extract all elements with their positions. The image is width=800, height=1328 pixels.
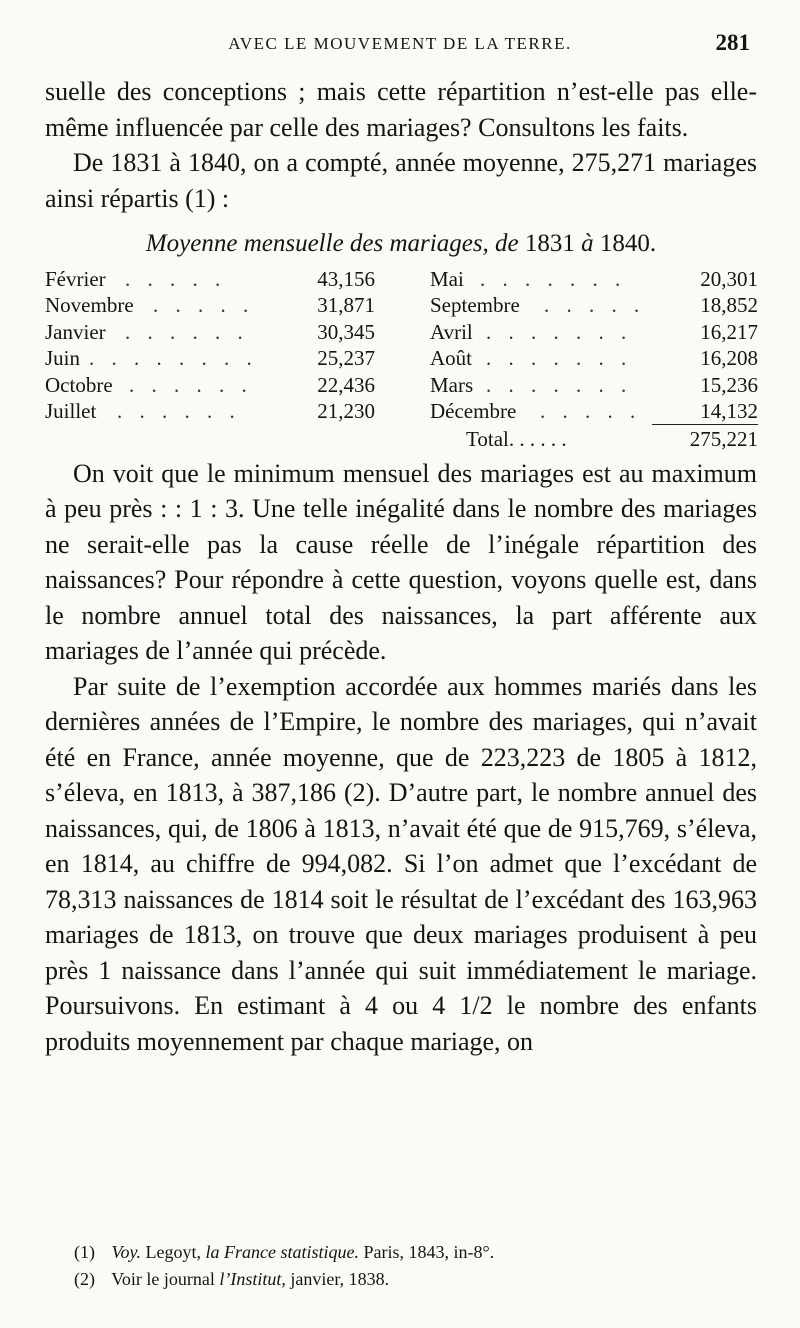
total-label: Total. . . . . . [466, 426, 567, 451]
month-value: 20,301 [700, 266, 758, 291]
footnote-1-author: Legoyt, [145, 1242, 201, 1262]
month-value: 43,156 [317, 266, 375, 291]
month-name: Juillet [45, 399, 97, 423]
month-name: Septembre [430, 293, 520, 317]
table-row [45, 292, 375, 319]
month-value: 30,345 [317, 319, 375, 344]
month-value: 16,217 [700, 319, 758, 344]
month-name: Mai [430, 266, 464, 291]
table-row [430, 372, 758, 399]
leader-dots: . . . . . [544, 293, 646, 317]
table-title [45, 226, 757, 262]
month-value: 14,132 [700, 399, 758, 423]
table-row [45, 266, 375, 293]
table-title-year-end: 1840. [599, 230, 657, 257]
footnote-1-work: la France statistique. [205, 1242, 359, 1262]
month-name: Août [430, 346, 472, 370]
month-name: Février [45, 266, 106, 291]
leader-dots: . . . . . . [129, 372, 253, 397]
table-row [45, 345, 375, 372]
table-column-right [430, 266, 758, 425]
paragraph-continuation: suelle des conceptions ; mais cette répartition n’est-elle pas elle-même influencée par celle des mariages? Consultons les faits. [45, 77, 757, 142]
total-value: 275,221 [689, 426, 758, 451]
month-name: Avril [430, 319, 473, 344]
table-row [45, 372, 375, 399]
footnote-1-voy: Voy. [111, 1242, 141, 1262]
running-head [44, 30, 756, 64]
total-rule [652, 424, 758, 425]
paragraph-marriages-intro: De 1831 à 1840, on a compté, année moyenne, 275,271 mariages ainsi répartis (1) : [45, 148, 757, 213]
table-row [430, 345, 758, 372]
month-value: 31,871 [317, 293, 375, 317]
month-value: 15,236 [700, 372, 758, 397]
table-total-row [430, 426, 758, 453]
table-title-year-start: 1831 [524, 230, 575, 257]
month-value: 16,208 [700, 346, 758, 370]
footnote-2-rest: janvier, 1838. [290, 1269, 390, 1289]
month-value: 18,852 [700, 293, 758, 317]
footnote-1-rest: Paris, 1843, in-8°. [363, 1242, 495, 1262]
leader-dots: . . . . . . . [486, 319, 633, 344]
month-value: 21,230 [317, 399, 375, 423]
month-name: Janvier [45, 319, 106, 344]
leader-dots: . . . . . [125, 266, 227, 291]
paragraph-minimum-maximum: On voit que le minimum mensuel des mariages est au maximum à peu près : : 1 : 3. Une telle inégalité dans le nombre des mariages ne serait-elle pas la cause réelle de l’inégale répartition des naissances? Pour répondre à cette question, voyons quelle est, dans le nombre annuel total des naissances, la part afférente aux mariages de l’année qui précède. [45, 458, 757, 665]
footnote-1 [74, 1239, 494, 1266]
table-row [430, 398, 758, 425]
table-title-to: à [581, 230, 594, 257]
table-column-left [45, 266, 375, 425]
footnotes [74, 1239, 494, 1293]
paragraph-exemption: Par suite de l’exemption accordée aux hommes mariés dans les dernières années de l’Empire, le nombre des mariages, qui n’avait été en France, année moyenne, que de 223,223 de 1805 à 1812, s’éleva, en 1813, à 387,186 (2). D’autre part, le nombre annuel des naissances, qui, de 1806 à 1813, n’avait été que de 915,769, s’éleva, en 1814, au chiffre de 994,082. Si l’on admet que l’excédant de 78,313 naissances de 1814 soit le résultat de l’excédant des 163,963 mariages de 1813, on trouve que deux mariages produisent à peu près 1 naissance dans l’année qui suit immédiatement le mariage. Poursuivons. En estimant à 4 ou 4 1/2 le nombre des enfants produits moyennement par chaque mariage, on [45, 671, 757, 1056]
month-name: Mars [430, 372, 474, 397]
body-text [45, 74, 757, 1059]
table-title-italic: Moyenne mensuelle des mariages, de [145, 230, 519, 257]
running-title: AVEC LE MOUVEMENT DE LA TERRE. [228, 34, 572, 53]
table-row [45, 398, 375, 425]
month-name: Octobre [45, 372, 113, 397]
table-row [430, 266, 758, 293]
page-number: 281 [715, 30, 750, 55]
month-value: 25,237 [317, 346, 375, 370]
footnote-2 [74, 1266, 494, 1293]
leader-dots: . . . . . . [117, 399, 241, 423]
footnote-2-pre: Voir le journal [111, 1269, 215, 1289]
leader-dots: . . . . . [153, 293, 255, 317]
leader-dots: . . . . . . . . [89, 346, 258, 370]
table-row [430, 319, 758, 346]
monthly-marriages-table [45, 266, 757, 456]
footnote-1-number: (1) [74, 1242, 95, 1262]
month-value: 22,436 [317, 372, 375, 397]
table-row [45, 319, 375, 346]
month-name: Décembre [430, 399, 517, 423]
month-name: Novembre [45, 293, 134, 317]
footnote-2-work: l’Institut, [219, 1269, 286, 1289]
leader-dots: . . . . . . [125, 319, 249, 344]
leader-dots: . . . . . . . [486, 346, 633, 370]
table-row [430, 292, 758, 319]
leader-dots: . . . . . [540, 399, 642, 423]
month-name: Juin [45, 346, 81, 370]
leader-dots: . . . . . . . [486, 372, 633, 397]
leader-dots: . . . . . . . [480, 266, 627, 291]
footnote-2-number: (2) [74, 1269, 95, 1289]
